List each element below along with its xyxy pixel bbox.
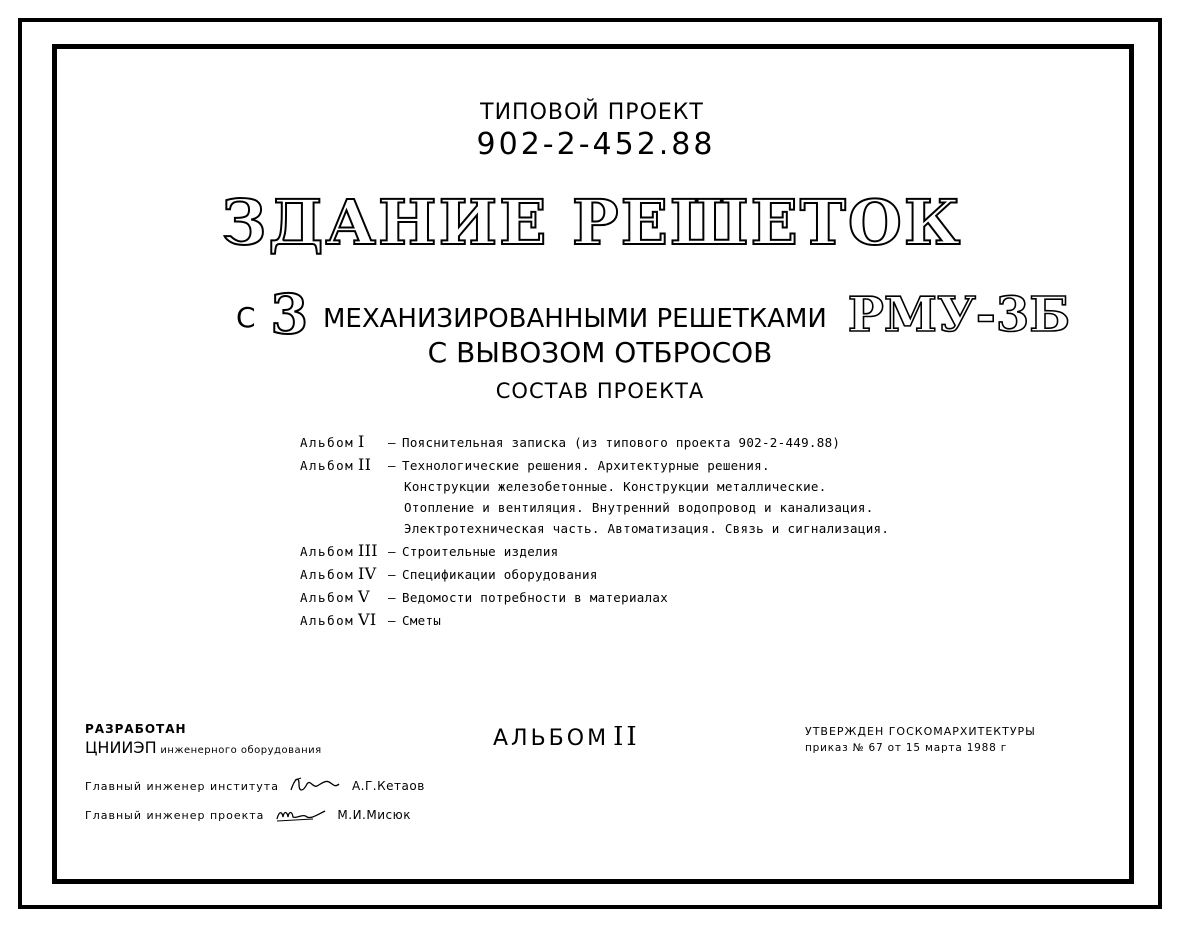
album-row bbox=[300, 453, 889, 476]
album-row bbox=[300, 608, 889, 631]
main-title: ЗДАНИЕ РЕШЕТОК bbox=[221, 186, 963, 259]
album-description: Сметы bbox=[402, 613, 442, 628]
developer-organization bbox=[85, 738, 322, 757]
album-label: Альбом bbox=[300, 458, 355, 473]
album-number: V bbox=[358, 587, 370, 606]
approval-order: приказ № 67 от 15 марта 1988 г bbox=[805, 742, 1008, 754]
current-album-label bbox=[493, 722, 640, 752]
album-description: Ведомости потребности в материалах bbox=[402, 590, 669, 605]
handwritten-signature-icon bbox=[287, 774, 343, 796]
signatory-name: М.И.Мисюк bbox=[337, 808, 411, 822]
album-word: АЛЬБОМ bbox=[493, 726, 610, 751]
album-label: Альбом bbox=[300, 613, 355, 628]
album-number: II bbox=[358, 455, 372, 474]
subtitle-line-2: С ВЫВОЗОМ ОТБРОСОВ bbox=[427, 336, 773, 369]
organization-abbreviation: ЦНИИЭП bbox=[85, 738, 157, 757]
album-roman-number: II bbox=[613, 722, 640, 752]
album-description-continued: Электротехническая часть. Автоматизация. Связь и сигнализация. bbox=[404, 521, 890, 536]
developed-by-label: РАЗРАБОТАН bbox=[85, 722, 187, 736]
subtitle-count: 3 bbox=[270, 282, 309, 346]
album-label: Альбом bbox=[300, 435, 355, 450]
signatory-role: Главный инженер проекта bbox=[85, 809, 265, 822]
album-dash: – bbox=[388, 567, 396, 582]
album-number: IV bbox=[358, 564, 377, 583]
album-number: I bbox=[358, 432, 365, 451]
album-label: Альбом bbox=[300, 590, 355, 605]
album-row bbox=[300, 539, 889, 562]
album-number: VI bbox=[358, 610, 377, 629]
handwritten-signature-icon bbox=[273, 803, 329, 825]
album-row bbox=[300, 585, 889, 608]
album-dash: – bbox=[388, 590, 396, 605]
album-row bbox=[300, 430, 889, 453]
album-description: Пояснительная записка (из типового проекта 902-2-449.88) bbox=[402, 435, 841, 450]
project-number: 902-2-452.88 bbox=[476, 127, 716, 162]
album-description: Спецификации оборудования bbox=[402, 567, 598, 582]
subtitle-model: РМУ-3Б bbox=[847, 287, 1071, 343]
approval-statement: УТВЕРЖДЕН ГОСКОМАРХИТЕКТУРЫ bbox=[805, 725, 1036, 738]
album-number: III bbox=[358, 541, 378, 560]
signature-row-project bbox=[85, 803, 411, 825]
album-label: Альбом bbox=[300, 567, 355, 582]
album-description: Строительные изделия bbox=[402, 544, 559, 559]
subtitle-text: МЕХАНИЗИРОВАННЫМИ РЕШЕТКАМИ bbox=[322, 304, 827, 334]
subtitle-prefix: С bbox=[236, 301, 256, 334]
album-dash: – bbox=[388, 613, 396, 628]
album-description-continued: Отопление и вентиляция. Внутренний водопровод и канализация. bbox=[404, 500, 874, 515]
album-label: Альбом bbox=[300, 544, 355, 559]
composition-heading: СОСТАВ ПРОЕКТА bbox=[495, 379, 705, 403]
signatory-role: Главный инженер института bbox=[85, 780, 279, 793]
organization-name: инженерного оборудования bbox=[160, 745, 322, 756]
album-description-continued: Конструкции железобетонные. Конструкции металлические. bbox=[404, 479, 827, 494]
album-row bbox=[300, 562, 889, 585]
album-dash: – bbox=[388, 435, 396, 450]
signature-row-institute bbox=[85, 774, 425, 796]
project-type-label: ТИПОВОЙ ПРОЕКТ bbox=[480, 100, 704, 125]
album-dash: – bbox=[388, 544, 396, 559]
album-description: Технологические решения. Архитектурные решения. bbox=[402, 458, 770, 473]
album-dash: – bbox=[388, 458, 396, 473]
album-list bbox=[300, 430, 889, 631]
signatory-name: А.Г.Кетаов bbox=[351, 779, 425, 793]
